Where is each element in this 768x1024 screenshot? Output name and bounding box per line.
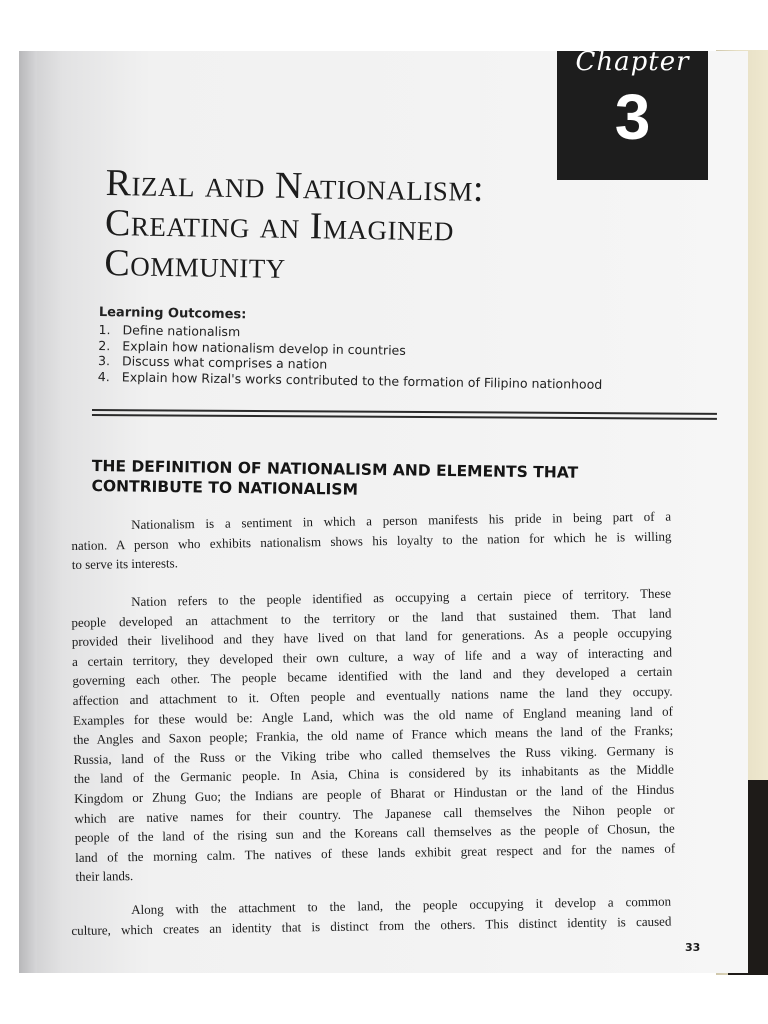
chapter-number: 3 (614, 81, 651, 153)
chapter-title-line: Creating an Imagined (104, 201, 455, 250)
chapter-title (104, 163, 666, 292)
paragraph-line: which are native names for their country. The Japanese call themselves the Nihon people or (74, 801, 675, 826)
learning-outcomes-list (98, 322, 699, 393)
paragraph-nationalism (71, 507, 672, 575)
chapter-title-line: Community (104, 241, 287, 287)
learning-outcomes-heading: Learning Outcomes: (98, 305, 247, 323)
paragraph-line: affection and attachment to it. Often people and eventually nations name the land they occupy. (72, 683, 673, 708)
section-divider (92, 409, 717, 422)
paragraph-line: Examples for these would be: Angle Land, which was the old name of England meaning land of (72, 703, 674, 728)
paragraph-line: Nation refers to the people identified as occupying a certain piece of territory. These (131, 585, 672, 610)
list-item-number: 2. (98, 337, 111, 353)
paragraph-line: people of the land of the rising sun and the Koreans call themselves as the people of Chosun, the (74, 820, 675, 846)
paragraph-line: nation. A person who exhibits nationalism shows his loyalty to the nation for which he is willing (71, 528, 672, 553)
divider-line (92, 414, 717, 420)
paragraph-line: the land of the Germanic people. In Asia, China is considered by its inhabitants as the Middle (73, 761, 674, 787)
learning-outcomes (98, 305, 699, 393)
paragraph-line: Nationalism is a sentiment in which a person manifests his pride in being part of a (131, 508, 672, 533)
section-heading (91, 456, 692, 504)
paragraph-line: to serve its interests. (71, 555, 179, 573)
list-item-number: 3. (98, 352, 111, 369)
paragraph-line: Russia, land of the Russ or the Viking tribe who called themselves the Russ viking. Germany is (73, 742, 674, 767)
chapter-label: Chapter (575, 51, 690, 77)
paragraph-line: provided their livelihood and they have lived on that land for generations. As a people occupying (71, 624, 672, 650)
paragraph-line: people developed an attachment to the territory or the land that sustained them. That land (71, 605, 672, 630)
section-heading-line: THE DEFINITION OF NATIONALISM AND ELEMENTS THAT (91, 456, 579, 482)
chapter-title-line: Rizal and Nationalism: (105, 162, 485, 210)
page-number: 33 (685, 941, 701, 954)
paragraph-culture (71, 892, 672, 941)
page-binding-edge (19, 51, 37, 973)
paragraph-line: Along with the attachment to the land, the people occupying it develop a common (131, 893, 672, 918)
list-item-text: Explain how nationalism develop in countries (122, 337, 406, 358)
paragraph-line: culture, which creates an identity that is distinct from the others. This distinct identity is caused (71, 913, 672, 938)
list-item-number: 1. (98, 321, 111, 338)
paragraph-line: the Angles and Saxon people; Frankia, the old name of France which means the land of the Franks; (73, 722, 674, 748)
paragraph-line: Kingdom or Zhung Guo; the Indians are people of Bharat or Hindustan or the land of the Hindus (74, 781, 675, 806)
list-item-text: Discuss what comprises a nation (122, 353, 328, 372)
book-page (19, 51, 748, 973)
list-item-text: Explain how Rizal's works contributed to the formation of Filipino nationhood (121, 368, 603, 392)
list-item-number: 4. (97, 368, 110, 384)
list-item-text: Define nationalism (122, 322, 241, 340)
paragraph-line: a certain territory, they developed their own culture, a way of life and a way of interacting and (71, 644, 673, 669)
paragraph-line: their lands. (75, 868, 134, 885)
paragraph-line: land of the morning calm. The natives of these lands exhibit great respect and for the names of (75, 840, 676, 865)
section-heading-line: CONTRIBUTE TO NATIONALISM (91, 476, 359, 499)
paragraph-nation (71, 584, 676, 887)
paragraph-line: governing each other. The people became identified with the land and they developed a certain (72, 663, 673, 689)
chapter-badge (557, 51, 708, 180)
